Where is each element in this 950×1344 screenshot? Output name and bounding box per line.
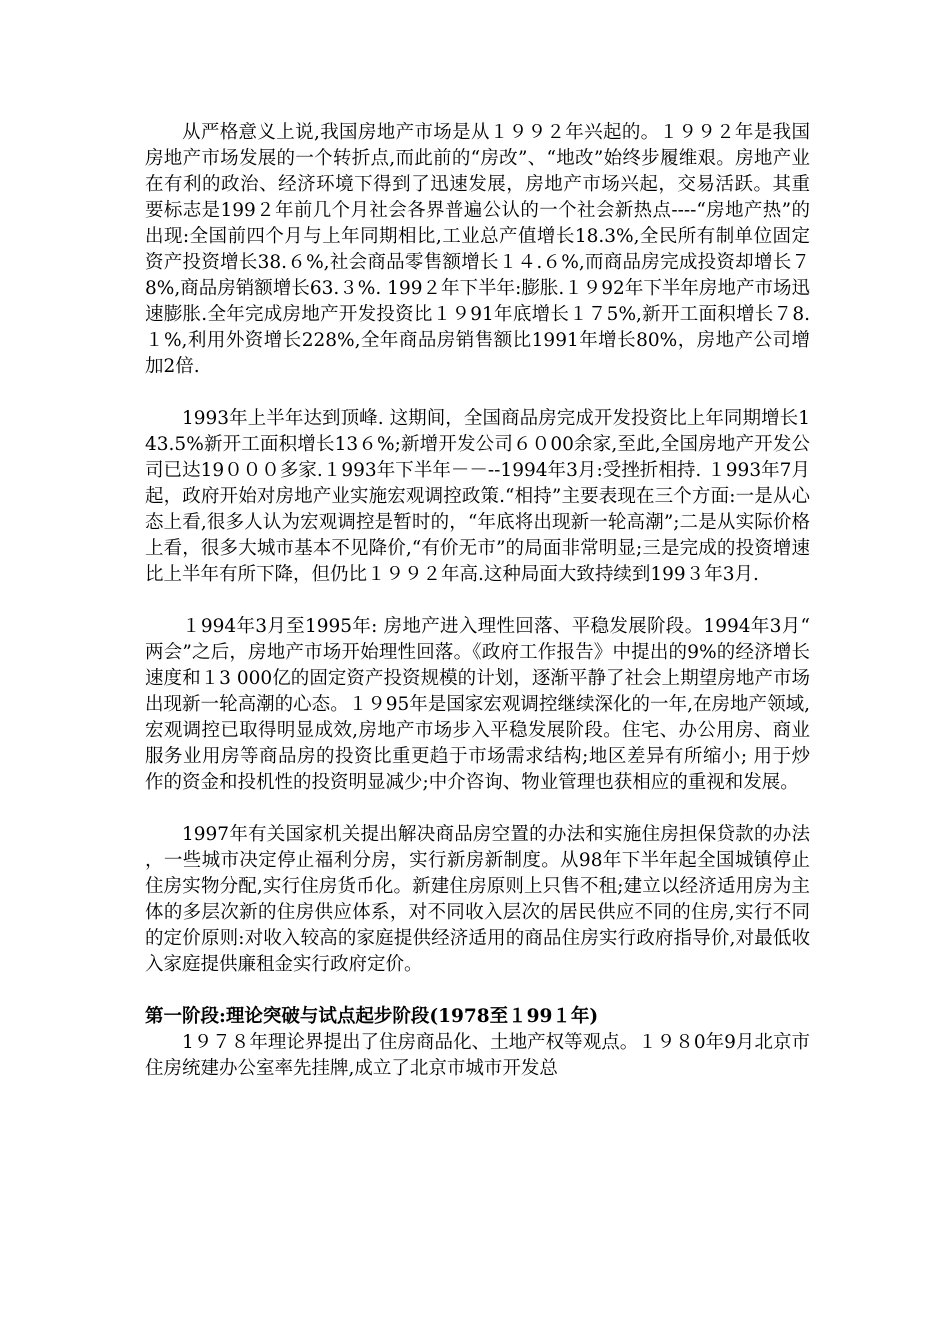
paragraph-1992-market-rise: 从严格意义上说,我国房地产市场是从１９９２年兴起的。１９９２年是我国房地产市场发展的一个转折点,而此前的“房改”、“地改”始终步履维艰。房地产业在有利的政治、经济环境下得到了迅速发展，房地产市场兴起，交易活跃。其重要标志是199２年前几个月社会各界普遍公认的一个社会新热点----“房地产热”的出现:全国前四个月与上年同期相比,工业总产值增长18.3%,全民所有制单位固定资产投资增长38.６%,社会商品零售额增长１４.６%,而商品房完成投资却增长７8%,商品房销额增长63.３%. 199２年下半年:膨胀.１９92年下半年房地产市场迅速膨胀.全年完成房地产开发投资比１９91年底增长１７5%,新开工面积增长７8.１%,利用外资增长228%,全年商品房销售额比1991年增长80%，房地产公司增加2倍. bbox=[145, 122, 810, 377]
paragraph-1997-housing-reform: 1997年有关国家机关提出解决商品房空置的办法和实施住房担保贷款的办法，一些城市决定停止福利分房，实行新房新制度。从98年下半年起全国城镇停止住房实物分配,实行住房货币化。新建住房原则上只售不租;建立以经济适用房为主体的多层次新的住房供应体系，对不同收入层次的居民供应不同的住房,实行不同的定价原则:对收入较高的家庭提供经济适用的商品住房实行政府指导价,对最低收入家庭提供廉租金实行政府定价。 bbox=[145, 824, 810, 975]
document-body bbox=[145, 120, 810, 1082]
paragraph-1994-1995-rational-decline: １994年3月至1995年: 房地产进入理性回落、平稳发展阶段。1994年3月“两会”之后，房地产市场开始理性回落。《政府工作报告》中提出的9%的经济增长速度和１3 000亿的固定资产投资规模的计划，逐渐平静了社会上期望房地产市场出现新一轮高潮的心态。１９95年是国家宏观调控继续深化的一年,在房地产领域,宏观调控已取得明显成效,房地产市场步入平稳发展阶段。住宅、办公用房、商业服务业用房等商品房的投资比重更趋于市场需求结构;地区差异有所缩小; 用于炒作的资金和投机性的投资明显减少;中介咨询、物业管理也获相应的重视和发展。 bbox=[145, 616, 810, 793]
paragraph-1978-theory-breakthrough: 1９７８年理论界提出了住房商品化、土地产权等观点。１９８0年9月北京市住房统建办公室率先挂牌,成立了北京市城市开发总 bbox=[145, 1032, 810, 1079]
paragraph-1993-peak: 1993年上半年达到顶峰. 这期间，全国商品房完成开发投资比上年同期增长143.5%新开工面积增长13６%;新增开发公司６０00余家,至此,全国房地产开发公司已达19０００多家.１993年下半年－－--1994年3月:受挫折相持. １993年7月起，政府开始对房地产业实施宏观调控政策.“相持”主要表现在三个方面:一是从心态上看,很多人认为宏观调控是暂时的，“年底将出现新一轮高潮”;二是从实际价格上看，很多大城市基本不见降价,“有价无市”的局面非常明显;三是完成的投资增速比上半年有所下降，但仍比１９９２年高.这种局面大致持续到199３年3月. bbox=[145, 408, 810, 585]
section-heading-stage-one: 第一阶段:理论突破与试点起步阶段(1978至１99１年) bbox=[145, 1006, 599, 1027]
